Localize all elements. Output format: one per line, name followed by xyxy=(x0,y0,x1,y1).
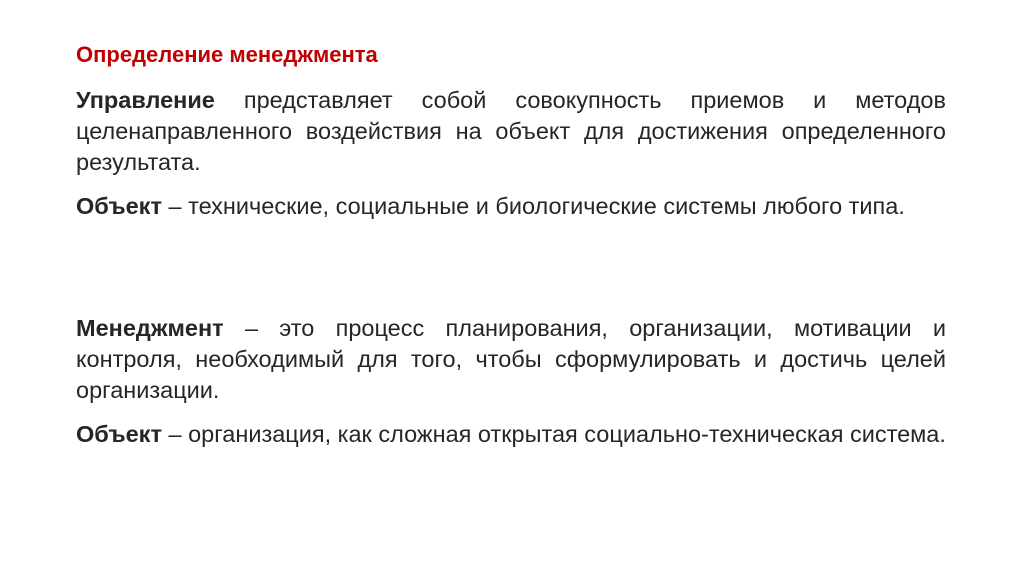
slide-title: Определение менеджмента xyxy=(76,42,378,67)
paragraph-management-definition xyxy=(76,85,946,178)
paragraph-object-definition xyxy=(76,191,946,222)
definition-text: – организация, как сложная открытая социально-техническая система. xyxy=(161,421,946,447)
term-menedzhment: Менеджмент xyxy=(76,315,224,341)
definition-text: – технические, социальные и биологические системы любого типа. xyxy=(161,193,905,219)
definition-text: представляет собой совокупность приемов и методов целенаправленного воздействия на объект для достижения определенного результата. xyxy=(76,87,946,175)
term-upravlenie: Управление xyxy=(76,87,215,113)
definition-text: – это процесс планирования, организации, мотивации и контроля, необходимый для того, чтобы сформулировать и достичь целей организации. xyxy=(76,315,946,403)
paragraph-menedzhment-definition xyxy=(76,313,946,406)
paragraph-organization-object xyxy=(76,419,946,450)
term-obekt: Объект xyxy=(76,193,162,219)
term-obekt: Объект xyxy=(76,421,162,447)
